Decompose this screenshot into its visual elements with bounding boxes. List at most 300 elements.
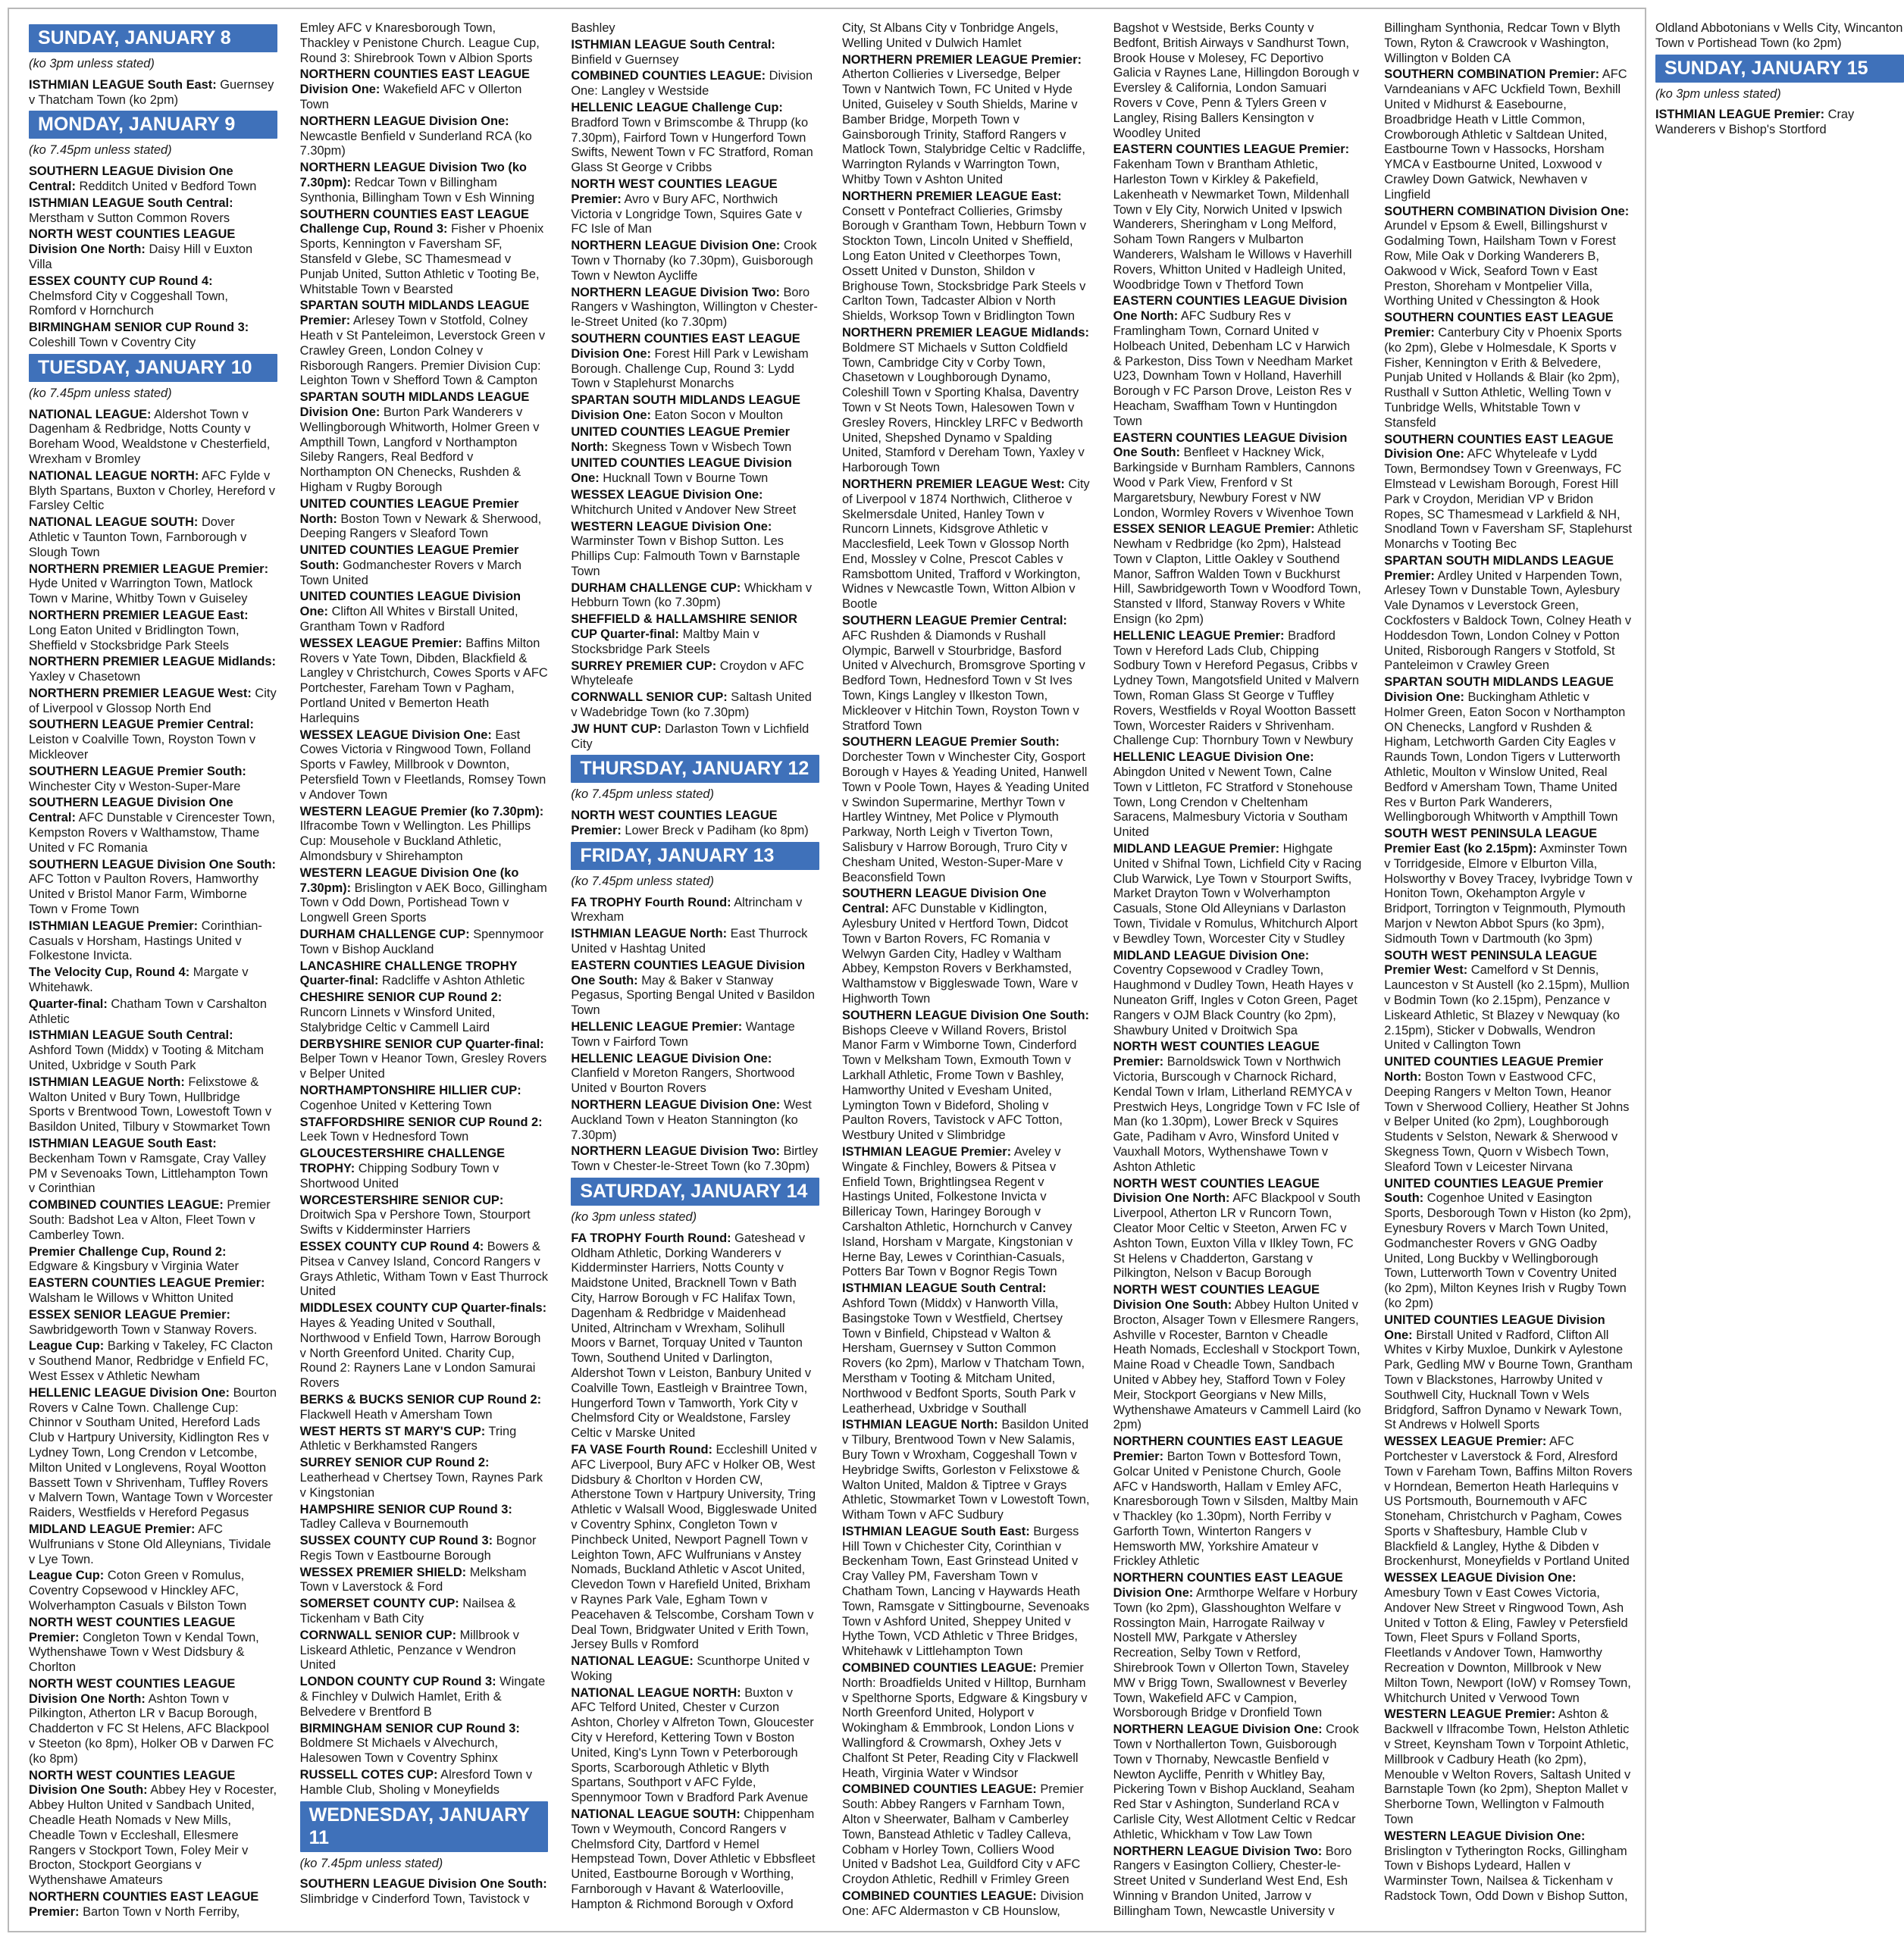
fixture-list: Hayes & Yeading United v Southall, Northwood v Enfield Town, Harrow Borough v North Greenford United. Charity Cup, Round 2: Rayners Lane v London Samurai Rovers <box>299 1316 541 1391</box>
fixture-list: Burton Park Wanderers v Wellingborough Whitworth, Holmer Green v Ampthill Town, Langford v Northampton Sileby Rangers, Real Bedford v Northampton ON Chenecks, Rushden & Higham v Rugby Borough <box>299 405 540 494</box>
fixture-list: Boro Rangers v Washington, Willington v Chester-le-Street United (ko 7.30pm) <box>571 285 818 330</box>
fixture-entry <box>842 614 1091 734</box>
fixture-entry <box>29 274 277 319</box>
fixture-entry <box>842 53 1091 188</box>
fixture-entry <box>1384 67 1633 202</box>
fixture-entry <box>571 612 819 657</box>
competition-name: NORTH WEST COUNTIES LEAGUE Premier: <box>29 1615 236 1644</box>
fixture-list: Boldmere St Michaels v Alvechurch, Halesowen Town v Coventry Sphinx <box>299 1736 499 1766</box>
fixture-list: Canterbury City v Phoenix Sports (ko 2pm), Glebe v Holmesdale, K Sports v Fisher, Kennington v Erith & Belvedere, Punjab United v Hollands & Blair (ko 2pm), Rusthall v Sutton Athletic, Welling Town v Tunbridge Wells, Whitstable Town v Stansfeld <box>1384 325 1622 430</box>
day-heading: FRIDAY, JANUARY 13 <box>571 842 819 870</box>
competition-name: SOUTHERN LEAGUE Division One South: <box>841 1008 1089 1022</box>
fixture-entry <box>571 425 819 455</box>
fixture-list: East Cowes Victoria v Ringwood Town, Folland Sports v Fawley, Millbrook v Downton, Petersfield Town v Fleetlands, Romsey Town v Andover Town <box>299 728 546 802</box>
competition-name: SOUTH WEST PENINSULA LEAGUE Premier West: <box>1384 948 1598 978</box>
competition-name: SOUTHERN COMBINATION Premier: <box>1384 67 1600 82</box>
fixture-entry <box>842 1661 1091 1781</box>
fixture-entry <box>300 497 549 542</box>
fixture-entry <box>571 488 819 518</box>
competition-name: League Cup: <box>29 1569 105 1583</box>
fixture-entry <box>300 590 549 634</box>
fixture-list: Atherton Collieries v Liversedge, Belper Town v Nantwich Town, FC United v Hyde United, Guiseley v South Shields, Marine v Bamber Bridge, Morpeth Town v Gainsborough Trinity, Stafford Rangers v Matlock Town, Stalybridge Celtic v Radcliffe, Warrington Rylands v Warrington Town, Whitby Town v Ashton United <box>841 67 1085 186</box>
fixture-list: Leiston v Coalville Town, Royston Town v Mickleover <box>29 733 256 762</box>
fixture-list: Godmanchester Rovers v March Town United <box>299 558 522 587</box>
fixture-list: AFC Wulfrunians v Stone Old Alleynians, Tividale v Lye Town. <box>29 1522 271 1566</box>
fixture-list: Division One: AFC Aldermaston v CB Hounslow, Bagshot v Westside, Berks County v Bedfont, British Airways v Sandhurst Town, Brook House v Molesey, FC Deportivo Galicia v Raynes Lane, Hillingdon Borough v Eversley & California, London Samuari Rovers v Cove, Penn & Tylers Green v Langley, Rising Ballers Kensington v Woodley United <box>841 21 1359 1918</box>
fixture-entry <box>29 78 277 108</box>
fixture-list: Clifton All Whites v Birstall United, Grantham Town v Radford <box>299 605 518 634</box>
fixture-list: Tadley Calleva v Bournemouth <box>299 1517 468 1532</box>
competition-name: UNITED COUNTIES LEAGUE Premier North: <box>299 496 519 526</box>
fixture-entry <box>300 208 549 298</box>
kickoff-note: (ko 7.45pm unless stated) <box>571 874 714 888</box>
competition-name: UNITED COUNTIES LEAGUE Premier North: <box>1384 1055 1603 1084</box>
fixture-list: Ashton & Backwell v Ilfracombe Town, Helston Athletic v Street, Keynsham Town v Torpoint Athletic, Millbrook v Cadbury Heath (ko 2pm), Menouble v Welton Rovers, Saltash United v Barnstaple Town (ko 2pm), Shepton Mallet v Sherborne Town, Wellington v Falmouth Town <box>1384 1707 1631 1827</box>
fixture-entry <box>29 1677 277 1767</box>
competition-name: NORTHERN COUNTIES EAST LEAGUE Premier: <box>29 1890 259 1919</box>
fixture-list: Yaxley v Chasetown <box>29 670 141 684</box>
fixture-list: Basildon United v Tilbury, Brentwood Town v New Salamis, Bury Town v Wroxham, Coggeshall Town v Heybridge Swifts, Gorleston v Felixstowe & Walton United, Maldon & Tiptree v Grays Athletic, Stowmarket Town v Lowestoft Town, Witham Town v AFC Sudbury <box>841 1418 1090 1522</box>
fixture-entry <box>29 655 277 685</box>
competition-name: WESSEX LEAGUE Division One: <box>299 728 492 742</box>
fixture-entry <box>842 326 1091 476</box>
competition-name: ISTHMIAN LEAGUE South Central: <box>571 37 775 52</box>
fixture-entry <box>29 1769 277 1888</box>
fixture-list: May & Baker v Stanway Pegasus, Sporting Bengal United v Basildon Town <box>571 973 815 1018</box>
competition-name: WORCESTERSHIRE SENIOR CUP: <box>299 1193 504 1207</box>
fixture-entry <box>29 227 277 272</box>
fixture-entry <box>1113 142 1362 293</box>
fixture-entry <box>300 1116 549 1146</box>
fixture-list: Abingdon United v Newent Town, Calne Town v Littleton, FC Stratford v Stonehouse Town, Long Crendon v Cheltenham Saracens, Malmesbury Victoria v Southam United <box>1113 765 1353 840</box>
competition-name: The Velocity Cup, Round 4: <box>29 965 190 980</box>
fixture-list: Bishops Cleeve v Willand Rovers, Bristol Manor Farm v Wimborne Town, Cinderford Town v Melksham Town, Exmouth Town v Larkhall Athletic, Frome Town v Bashley, Hamworthy United v Evesham United, Lymington Town v Bideford, Sholing v Paulton Rovers, Tavistock v AFC Totton, Westbury United v Slimbridge <box>841 1023 1077 1143</box>
fixture-list: Cray Wanderers v Bishop's Stortford <box>1655 108 1855 137</box>
competition-name: SOUTHERN LEAGUE Division One Central: <box>29 164 233 193</box>
competition-name: NORTH WEST COUNTIES LEAGUE Division One North: <box>29 227 236 257</box>
fixture-list: Chatham Town v Carshalton Athletic <box>29 997 267 1026</box>
competition-name: HELLENIC LEAGUE Premier: <box>1113 628 1285 643</box>
fixture-entry <box>300 928 549 958</box>
fixture-entry <box>300 161 549 205</box>
fixture-entry <box>842 1782 1091 1888</box>
fixture-entry <box>1384 827 1633 947</box>
competition-name: WESTERN LEAGUE Division One (ko 7.30pm): <box>299 865 519 895</box>
fixture-list: Coventry Copsewood v Cradley Town, Haughmond v Dudley Town, Heath Hayes v Nuneaton Griff, Ingles v Coton Green, Paget Rangers v OJM Black Country (ko 2pm), Shawbury United v Droitwich Spa <box>1113 963 1358 1037</box>
fixture-entry <box>1384 949 1633 1054</box>
fixture-entry <box>29 965 277 996</box>
fixture-list: Baffins Milton Rovers v Yate Town, Dibden, Blackfield & Langley v Christchurch, Cowes Sports v AFC Portchester, Fareham Town v Pagham, Portland United v Bemerton Heath Harlequins <box>299 636 548 725</box>
fixture-entry <box>300 1629 549 1673</box>
fixture-entry <box>571 1231 819 1441</box>
competition-name: NORTHAMPTONSHIRE HILLIER CUP: <box>299 1083 521 1097</box>
fixture-entry <box>571 1654 819 1685</box>
kickoff-note: (ko 7.45pm unless stated) <box>299 1856 443 1870</box>
fixture-entry <box>300 1534 549 1564</box>
competition-name: ISTHMIAN LEAGUE North: <box>571 927 728 941</box>
fixture-entry <box>842 735 1091 885</box>
fixture-list: Barking v Takeley, FC Clacton v Southend Manor, Redbridge v Enfield FC, West Essex v Athletic Newham <box>29 1339 273 1383</box>
competition-name: NORTHERN LEAGUE Division Two (ko 7.30pm): <box>299 161 527 189</box>
fixture-entry <box>300 637 549 727</box>
fixture-list: Boston Town v Newark & Sherwood, Deeping Rangers v Sleaford Town <box>299 512 542 541</box>
fixture-list: West Auckland Town v Heaton Stannington (ko 7.30pm) <box>571 1098 812 1142</box>
day-heading: SATURDAY, JANUARY 14 <box>571 1178 819 1206</box>
fixture-entry <box>300 1194 549 1238</box>
fixture-list: Dorchester Town v Winchester City, Gosport Borough v Hayes & Yeading United, Hanwell Town v Poole Town, Hayes & Yeading United v Swindon Supermarine, Merthyr Town v Hartley Wintney, Met Police v Plymouth Parkway, North Leigh v Tiverton Town, Salisbury v Harrow Borough, Truro City v Chesham United, Weston-Super-Mare v Beaconsfield Town <box>841 750 1089 884</box>
kickoff-note: (ko 7.45pm unless stated) <box>29 143 172 158</box>
fixture-list: Division One: Langley v Westside <box>571 69 813 99</box>
fixture-entry <box>29 562 277 607</box>
fixture-entry <box>1113 1283 1362 1433</box>
fixture-list: Binfield v Guernsey <box>571 52 679 67</box>
fixture-list: Barton Town v North Ferriby, Emley AFC v Knaresborough Town, Thackley v Penistone Church. League Cup, Round 3: Shirebrook Town v Albion Sports <box>83 21 540 1919</box>
fixture-list: Aldershot Town v Dagenham & Redbridge, Notts County v Boreham Wood, Wealdstone v Chesterfield, Wrexham v Bromley <box>29 407 271 466</box>
fixture-list: Whickham v Hebburn Town (ko 7.30pm) <box>571 580 813 610</box>
fixture-entry <box>29 1075 277 1135</box>
competition-name: ESSEX COUNTY CUP Round 4: <box>299 1239 484 1253</box>
kickoff-note: (ko 7.45pm unless stated) <box>571 787 714 802</box>
fixture-list: Nailsea & Tickenham v Bath City <box>299 1597 516 1626</box>
competition-name: NORTH WEST COUNTIES LEAGUE Division One North: <box>1113 1176 1320 1206</box>
competition-name: ISTHMIAN LEAGUE North: <box>841 1418 998 1432</box>
fixture-entry <box>571 177 819 237</box>
fixture-list: Wakefield AFC v Ollerton Town <box>299 83 522 111</box>
competition-name: UNITED COUNTIES LEAGUE Division One: <box>1384 1313 1605 1342</box>
fixture-list: Hucknall Town v Bourne Town <box>603 471 769 486</box>
competition-name: GLOUCESTERSHIRE CHALLENGE TROPHY: <box>299 1147 506 1175</box>
competition-name: SOUTHERN LEAGUE Division One Central: <box>29 796 233 825</box>
competition-name: UNITED COUNTIES LEAGUE Division One: <box>571 456 792 486</box>
fixture-list: Spennymoor Town v Bishop Auckland <box>299 928 544 956</box>
fixture-list: Aveley v Wingate & Finchley, Bowers & Pitsea v Enfield Town, Brightlingsea Regent v Hastings United, Folkestone Invicta v Billericay Town, Haringey Borough v Carshalton Athletic, Hornchurch v Canvey Island, Horsham v Margate, Kingstonian v Herne Bay, Lewes v Corinthian-Casuals, Potters Bar Town v Bognor Regis Town <box>841 1144 1073 1279</box>
fixture-entry <box>300 543 549 588</box>
fixture-list: Boston Town v Eastwood CFC, Deeping Rangers v Melton Town, Heanor Town v Sherwood Colliery, Heather St Johns v Belper United (ko 2pm), Loughborough Students v Selston, Newark & Sherwood v Skegness Town, Quorn v Wisbech Town, Sleaford Town v Leicester Nirvana <box>1384 1069 1630 1174</box>
competition-name: SPARTAN SOUTH MIDLANDS LEAGUE Division One: <box>1384 675 1614 705</box>
competition-name: ISTHMIAN LEAGUE South Central: <box>841 1281 1047 1296</box>
competition-name: FA TROPHY Fourth Round: <box>571 895 731 909</box>
fixture-list: Birstall United v Radford, Clifton All Whites v Kirby Muxloe, Dunkirk v Aylestone Park, Gedling MW v Bourne Town, Grantham Town v Blackstones, Harrowby United v Southwell City, Hucknall Town v Wels Bridgford, Saffron Dynamo v Newark Town, St Andrews v Holwell Sports <box>1384 1328 1633 1432</box>
fixture-list: Warminster Town v Bishop Sutton. Les Phillips Cup: Falmouth Town v Barnstaple Town <box>571 534 800 578</box>
competition-name: CORNWALL SENIOR CUP: <box>571 690 728 705</box>
fixture-entry <box>571 659 819 690</box>
competition-name: NORTHERN PREMIER LEAGUE East: <box>29 608 249 622</box>
fixture-entry <box>300 959 549 990</box>
competition-name: EASTERN COUNTIES LEAGUE Division One South: <box>571 958 806 987</box>
kickoff-note: (ko 7.45pm unless stated) <box>29 386 172 400</box>
fixture-entry <box>29 1198 277 1243</box>
fixture-list: Felixstowe & Walton United v Bury Town, Hullbridge Sports v Brentwood Town, Lowestoft Town v Basildon United, Tilbury v Stowmarket Town <box>29 1075 272 1134</box>
fixture-entry <box>571 456 819 487</box>
fixture-list: Radcliffe v Ashton Athletic <box>382 974 525 988</box>
fixture-entry <box>29 1137 277 1197</box>
fixture-list: Merstham v Sutton Common Rovers <box>29 211 230 225</box>
fixture-entry <box>300 1503 549 1533</box>
competition-name: SOUTHERN COUNTIES EAST LEAGUE Premier: <box>1384 311 1614 340</box>
competition-name: NORTHERN LEAGUE Division One: <box>571 239 781 253</box>
competition-name: WESTERN LEAGUE Premier (ko 7.30pm): <box>299 804 544 818</box>
competition-name: SOUTH WEST PENINSULA LEAGUE Premier East (ko 2.15pm): <box>1384 827 1598 856</box>
day-heading: TUESDAY, JANUARY 10 <box>29 354 277 382</box>
fixture-list: Altrincham v Wrexham <box>571 895 803 925</box>
fixture-list: Darlaston Town v Lichfield City <box>571 721 810 751</box>
competition-name: EASTERN COUNTIES LEAGUE Premier: <box>29 1276 265 1291</box>
fixture-entry <box>29 1276 277 1306</box>
fixture-entry <box>300 1675 549 1719</box>
competition-name: HELLENIC LEAGUE Division One: <box>1113 750 1314 765</box>
fixture-entry <box>29 1339 277 1384</box>
competition-name: NORTHERN LEAGUE Division Two: <box>571 1144 780 1159</box>
fixture-list: AFC Blackpool v South Liverpool, Atherton LR v Runcorn Town, Cleator Moor Celtic v Steeton, Arwen FC v Ashton Town, Euxton Villa v Ilkley Town, FC St Helens v Chadderton, Garstang v Pilkington, Nelson v Bacup Borough <box>1113 1191 1361 1281</box>
competition-name: ISTHMIAN LEAGUE South East: <box>841 1524 1030 1538</box>
fixture-list: Ardley United v Harpenden Town, Arlesey Town v Dunstable Town, Aylesbury Vale Dynamos v Leverstock Green, Cockfosters v Baldock Town, Colney Heath v Hoddesdon Town, London Colney v Potton United, Risborough Rangers v Stotfold, St Panteleimon v Crawley Green <box>1384 568 1632 673</box>
fixture-entry <box>571 1052 819 1097</box>
fixture-entry <box>29 515 277 560</box>
fixture-entry <box>29 1386 277 1521</box>
fixture-entry <box>300 390 549 496</box>
competition-name: HELLENIC LEAGUE Challenge Cup: <box>571 100 783 114</box>
fixture-entry <box>1113 1177 1362 1282</box>
fixture-entry <box>1113 522 1362 627</box>
fixture-list: East Thurrock United v Hashtag United <box>571 927 808 956</box>
fixture-entry <box>571 722 819 753</box>
fixture-entry <box>571 1098 819 1143</box>
fixture-entry <box>842 1418 1091 1523</box>
competition-name: SPARTAN SOUTH MIDLANDS LEAGUE Division One: <box>571 393 800 422</box>
competition-name: NORTH WEST COUNTIES LEAGUE Premier: <box>1113 1040 1320 1069</box>
kickoff-note: (ko 3pm unless stated) <box>571 1209 697 1224</box>
competition-name: LANCASHIRE CHALLENGE TROPHY Quarter-final: <box>299 959 518 988</box>
competition-name: STAFFORDSHIRE SENIOR CUP Round 2: <box>299 1115 543 1129</box>
fixture-entry <box>1384 1177 1633 1312</box>
kickoff-note: (ko 3pm unless stated) <box>1655 86 1781 101</box>
fixture-list: AFC Sudbury Res v Framlingham Town, Cornard United v Holbeach United, Debenham LC v Harwich & Parkeston, Diss Town v Needham Market U23, Downham Town v Holland, Haverhill Borough v FC Parson Drove, Leiston Res v Heacham, Swaffham Town v Huntingdon Town <box>1113 309 1353 428</box>
fixture-entry <box>571 809 819 839</box>
fixture-list: Margate v Whitehawk. <box>29 965 249 995</box>
competition-name: SPARTAN SOUTH MIDLANDS LEAGUE Premier: <box>299 299 530 328</box>
competition-name: UNITED COUNTIES LEAGUE Premier South: <box>299 543 519 572</box>
competition-name: NORTHERN LEAGUE Division Two: <box>571 285 780 299</box>
competition-name: NATIONAL LEAGUE SOUTH: <box>571 1807 741 1822</box>
competition-name: NATIONAL LEAGUE NORTH: <box>29 468 199 483</box>
fixture-entry <box>29 687 277 717</box>
competition-name: UNITED COUNTIES LEAGUE Premier North: <box>571 424 791 454</box>
fixture-entry <box>1384 1313 1633 1433</box>
fixture-list: Cogenhoe United v Easington Sports, Desborough Town v Histon (ko 2pm), Eynesbury Rovers v March Town United, Godmanchester Rovers v GNG Oadby United, Long Buckby v Wellingborough Town, Lutterworth Town v Coventry United (ko 2pm), Milton Keynes Irish v Rugby Town (ko 2pm) <box>1384 1191 1632 1310</box>
fixture-entry <box>571 69 819 99</box>
competition-name: HELLENIC LEAGUE Division One: <box>29 1385 230 1400</box>
fixture-list: Ashton Town v Pilkington, Atherton LR v Bacup Borough, Chadderton v FC St Helens, AFC Blackpool v Steeton (ko 8pm), Holker OB v Darwen FC (ko 8pm) <box>29 1691 274 1766</box>
competition-name: NATIONAL LEAGUE: <box>29 407 152 421</box>
fixture-entry <box>1113 1571 1362 1721</box>
fixture-list: Arundel v Epsom & Ewell, Billingshurst v Godalming Town, Hailsham Town v Forest Row, Mile Oak v Dorking Wanderers B, Oakwood v Wick, Seaford Town v East Preston, Shoreham v Montpelier Villa, Worthing United v Chessington & Hook <box>1384 219 1616 308</box>
competition-name: ISTHMIAN LEAGUE Premier: <box>841 1144 1012 1159</box>
fixture-list: AFC Dunstable v Cirencester Town, Kempston Rovers v Walthamstow, Thame United v FC Romania <box>29 811 275 855</box>
competition-name: SOUTHERN COUNTIES EAST LEAGUE Division One: <box>571 331 800 361</box>
fixture-list: Buckingham Athletic v Holmer Green, Eaton Socon v Northampton ON Chenecks, Langford v Rushden & Higham, Letchworth Garden City Eagles v Raunds Town, London Tigers v Lutterworth Athletic, Moulton v Winslow United, Real Bedford v Amersham Town, Thame United Res v Burton Park Wanderers, Wellingborough Whitworth v Ampthill Town <box>1384 690 1626 824</box>
fixture-list: Maltby Main v Stocksbridge Park Steels <box>571 627 759 656</box>
competition-name: MIDLAND LEAGUE Premier: <box>29 1522 196 1536</box>
fixture-list: Coleshill Town v Coventry City <box>29 335 196 349</box>
fixture-list: Alresford Town v Hamble Club, Sholing v Moneyfields <box>299 1768 533 1797</box>
fixture-entry <box>300 1566 549 1596</box>
fixture-list: Saltash United v Wadebridge Town (ko 7.30pm) <box>571 690 812 720</box>
competition-name: COMBINED COUNTIES LEAGUE: <box>841 1889 1037 1904</box>
competition-name: HAMPSHIRE SENIOR CUP Round 3: <box>299 1502 512 1516</box>
competition-name: SOUTHERN COUNTIES EAST LEAGUE Division One: <box>1384 432 1614 462</box>
competition-name: COMBINED COUNTIES LEAGUE: <box>571 69 766 83</box>
fixture-list: Bradford Town v Hereford Lads Club, Chipping Sodbury Town v Hereford Pegasus, Cribbs v Lydney Town, Mangotsfield United v Malvern Town, Roman Glass St George v Tuffley Rovers, Westfields v Royal Wootton Bassett Town, Worcester Raiders v Shrivenham. Challenge Cup: Thornbury Town v Newbury <box>1113 628 1359 748</box>
competition-name: SURREY PREMIER CUP: <box>571 659 717 673</box>
competition-name: DERBYSHIRE SENIOR CUP Quarter-final: <box>299 1037 544 1051</box>
competition-name: NORTHERN COUNTIES EAST LEAGUE Division One: <box>299 67 530 97</box>
fixture-list: Burgess Hill Town v Chichester City, Corinthian v Beckenham Town, East Grinstead United v Cray Valley PM, Faversham Town v Chatham Town, Lancing v Haywards Heath Town, Ramsgate v Sittingbourne, Sevenoaks Town v Ashford United, Sheppey United v Hythe Town, VCD Athletic v Three Bridges, Whitehawk v Littlehampton Town <box>841 1524 1090 1659</box>
fixture-list: Congleton Town v Kendal Town, Wythenshawe Town v West Didsbury & Chorlton <box>29 1630 259 1675</box>
fixture-entry <box>842 1145 1091 1280</box>
competition-name: ESSEX SENIOR LEAGUE Premier: <box>1113 522 1315 537</box>
kickoff-note: (ko 3pm unless stated) <box>29 57 155 70</box>
fixture-list: Crook Town v Thornaby (ko 7.30pm), Guisborough Town v Newton Aycliffe <box>571 239 817 283</box>
competition-name: SOUTHERN COMBINATION Division One: <box>1384 204 1630 218</box>
fixture-list: Bowers & Pitsea v Canvey Island, Concord Rangers v Grays Athletic, Witham Town v East Thurrock United <box>299 1239 548 1299</box>
fixture-entry <box>300 299 549 389</box>
fixture-list: Axminster Town v Torridgeside, Elmore v Elburton Villa, Holsworthy v Bovey Tracey, Ivybridge Town v Honiton Town, Okehampton Argyle v Bridport, Torrington v Teignmouth, Plymouth Marjon v Newton Abbot Spurs (ko 3pm), Sidmouth Town v Dartmouth (ko 3pm) <box>1384 842 1633 946</box>
fixture-entry <box>842 189 1091 324</box>
fixture-list: Arlesey Town v Stotfold, Colney Heath v St Panteleimon, Leverstock Green v Crawley Green, London Colney v Risborough Rangers. Premier Division Cup: Leighton Town v Shefford Town & Campton <box>299 314 546 388</box>
competition-name: SOUTHERN LEAGUE Division One Central: <box>841 887 1047 916</box>
competition-name: NORTHERN LEAGUE Division One: <box>571 1098 781 1112</box>
fixture-entry <box>1113 949 1362 1039</box>
fixture-entry <box>300 805 549 865</box>
competition-name: FA TROPHY Fourth Round: <box>571 1231 731 1245</box>
fixture-entry <box>300 1722 549 1766</box>
fixture-list: Corinthian-Casuals v Horsham, Hastings United v Folkestone Invicta. <box>29 918 262 963</box>
fixture-entry <box>29 164 277 195</box>
fixture-entry <box>571 1020 819 1050</box>
fixture-entry <box>571 896 819 926</box>
fixture-entry <box>1384 1571 1633 1706</box>
fixture-entry <box>842 887 1091 1006</box>
fixture-list: Runcorn Linnets v Winsford United, Stalybridge Celtic v Cammell Laird <box>299 1006 496 1034</box>
fixture-entry <box>1384 205 1633 310</box>
competition-name: ISTHMIAN LEAGUE South East: <box>29 1137 217 1150</box>
fixture-list: Millbrook v Liskeard Athletic, Penzance v Wendron United <box>299 1628 519 1672</box>
competition-name: SOUTHERN LEAGUE Premier Central: <box>29 718 254 732</box>
fixture-entry <box>300 1597 549 1627</box>
competition-name: COMBINED COUNTIES LEAGUE: <box>841 1661 1037 1676</box>
competition-name: ISTHMIAN LEAGUE Premier: <box>29 918 199 933</box>
fixture-list: Benfleet v Hackney Wick, Barkingside v Burnham Ramblers, Cannons Wood v Park View, Frenford v St Margaretsbury, Newbury Forest v NW London, Wormley Rovers v Wivenhoe Town <box>1113 446 1355 520</box>
fixture-list: Wantage Town v Fairford Town <box>571 1020 795 1049</box>
fixture-entry <box>29 765 277 795</box>
fixture-list: AFC Portchester v Laverstock & Ford, Alresford Town v Fareham Town, Baffins Milton Rovers v Horndean, Bemerton Heath Harlequins v US Portsmouth, Bournemouth v AFC Stoneham, Christchurch v Pagham, Cowes Sports v Shaftesbury, Hamble Club v Blackfield & Langley, Hythe & Dibden v Brockenhurst, Moneyfields v Portland United <box>1384 1435 1633 1569</box>
fixture-entry <box>571 393 819 424</box>
competition-name: NORTH WEST COUNTIES LEAGUE Premier: <box>571 177 778 206</box>
fixture-entry <box>29 718 277 762</box>
fixture-entry <box>571 520 819 580</box>
competition-name: DURHAM CHALLENGE CUP: <box>299 928 470 942</box>
fixture-entry <box>1113 294 1362 429</box>
competition-name: NORTH WEST COUNTIES LEAGUE Division One South: <box>1113 1283 1320 1312</box>
fixture-entry <box>29 858 277 918</box>
fixture-entry <box>300 990 549 1035</box>
competition-name: WESSEX LEAGUE Premier: <box>1384 1435 1547 1449</box>
fixture-entry <box>571 927 819 957</box>
fixture-list: Daisy Hill v Euxton Villa <box>29 242 253 271</box>
fixture-entry <box>571 239 819 283</box>
fixture-list: Bognor Regis Town v Eastbourne Borough <box>299 1534 537 1563</box>
fixture-entry <box>1113 629 1362 749</box>
fixture-entry <box>29 408 277 468</box>
competition-name: WESSEX LEAGUE Division One: <box>571 487 763 502</box>
competition-name: SOUTHERN LEAGUE Division One South: <box>299 1877 547 1892</box>
fixture-entry <box>1384 433 1633 552</box>
competition-name: NORTHERN COUNTIES EAST LEAGUE Division One: <box>1113 1571 1343 1600</box>
fixture-entry <box>1384 311 1633 430</box>
fixture-entry <box>300 1768 549 1798</box>
fixture-entry <box>1384 1707 1633 1827</box>
fixture-list: Ilfracombe Town v Wellington. Les Phillips Cup: Mousehole v Buckland Athletic, Almondsbury v Shirehampton <box>299 819 531 864</box>
fixture-entry <box>300 728 549 803</box>
competition-name: CHESHIRE SENIOR CUP Round 2: <box>299 990 503 1005</box>
fixture-entry <box>29 796 277 856</box>
competition-name: WESTERN LEAGUE Division One: <box>571 519 772 534</box>
fixture-entry <box>571 959 819 1018</box>
fixture-entry <box>1655 108 1904 138</box>
fixture-list: Leek Town v Hednesford Town <box>299 1130 469 1144</box>
fixture-entry <box>300 1301 549 1391</box>
fixture-list: Abbey Hulton United v Brocton, Alsager Town v Ellesmere Rangers, Ashville v Rocester, Barnton v Cheadle Heath Nomads, Eccleshall v Stockport Town, Maine Road v Cheadle Town, Sandbach United v Abbey hey, Stafford Town v Foley Meir, Stockport Georgians v New Mills, Wythenshawe Amateurs v Cammell Laird (ko 2pm) <box>1113 1297 1361 1432</box>
fixture-entry <box>29 321 277 351</box>
fixture-list: Winchester City v Weston-Super-Mare <box>29 779 241 793</box>
fixture-list: Clanfield v Moreton Rangers, Shortwood United v Bourton Rovers <box>571 1066 795 1096</box>
fixture-list: Camelford v St Dennis, Launceston v St Austell (ko 2.15pm), Mullion v Bodmin Town (ko 2.15pm), Penzance v Liskeard Athletic, St Blazey v Newquay (ko 2.15pm), Sticker v Dobwalls, Wendron United v Callington Town <box>1384 963 1630 1053</box>
competition-name: SOUTHERN LEAGUE Division One South: <box>29 857 277 871</box>
fixture-list: Tring Athletic v Berkhamsted Rangers <box>299 1424 517 1453</box>
competition-name: ESSEX SENIOR LEAGUE Premier: <box>29 1307 230 1322</box>
fixture-entry <box>1113 1723 1362 1842</box>
competition-name: NATIONAL LEAGUE NORTH: <box>571 1685 741 1700</box>
competition-name: EASTERN COUNTIES LEAGUE Premier: <box>1113 142 1350 157</box>
fixture-list: Barton Town v Bottesford Town, Golcar United v Penistone Church, Goole AFC v Handsworth, Hallam v Emley AFC, Knaresborough Town v Silsden, Maltby Main v Thackley (ko 1.30pm), North Ferriby v Garforth Town, Winterton Rangers v Hemsworth MW, Yorkshire Amateur v Frickley Athletic <box>1113 1449 1358 1569</box>
fixture-entry <box>29 919 277 964</box>
competition-name: BIRMINGHAM SENIOR CUP Round 3: <box>299 1721 520 1735</box>
fixture-entry <box>571 690 819 721</box>
fixture-list: City of Liverpool v 1874 Northwich, Clitheroe v Skelmersdale United, Hanley Town v Runcorn Linnets, Kidsgrove Athletic v Macclesfield, Leek Town v Glossop North End, Mossley v Colne, Prescot Cables v Ramsbottom United, Trafford v Workington, Widnes v Newcastle Town, Witton Albion v Bootle <box>841 477 1090 612</box>
fixture-list: Eccleshill United v AFC Liverpool, Bury AFC v Holker OB, West Didsbury & Chorlton v Horden CW, Atherstone Town v Hartpury University, Tring Athletic v Walsall Wood, Biggleswade United v Coventry Sphinx, Congleton Town v Pinchbeck United, Newport Pagnell Town v Leighton Town, AFC Wulfrunians v Anstey Nomads, Buckland Athletic v Ascot United, Clevedon Town v Harefield United, Brixham v Raynes Park Vale, Egham Town v Peacehaven & Telscombe, Corsham Town v Deal Town, Bridgwater United v Erith Town, Jersey Bulls v Romford <box>571 1442 817 1652</box>
fixture-list: Dover Athletic v Taunton Town, Farnborough v Slough Town <box>29 515 247 559</box>
fixture-entry <box>29 1028 277 1073</box>
competition-name: ISTHMIAN LEAGUE South Central: <box>29 196 233 210</box>
fixture-entry <box>571 1443 819 1653</box>
fixture-list: Slimbridge v Cinderford Town, Tavistock v Bashley <box>299 21 615 1907</box>
competition-name: HELLENIC LEAGUE Premier: <box>571 1020 743 1034</box>
fixture-entry <box>1384 554 1633 674</box>
fixture-list: Redcar Town v Billingham Synthonia, Billingham Town v Esh Winning <box>299 175 535 205</box>
competition-name: ESSEX COUNTY CUP Round 4: <box>29 274 213 288</box>
fixture-entry <box>1384 1435 1633 1569</box>
competition-name: EASTERN COUNTIES LEAGUE Division One South: <box>1113 430 1348 460</box>
competition-name: SPARTAN SOUTH MIDLANDS LEAGUE Division One: <box>299 390 530 419</box>
competition-name: NORTHERN PREMIER LEAGUE West: <box>29 686 252 700</box>
fixture-entry <box>571 1686 819 1806</box>
competition-name: SOMERSET COUNTY CUP: <box>299 1597 459 1611</box>
competition-name: NORTHERN PREMIER LEAGUE Premier: <box>841 52 1082 67</box>
fixture-entry <box>1113 1040 1362 1175</box>
fixture-list: Redditch United v Bedford Town <box>79 179 257 193</box>
fixture-entry <box>571 38 819 68</box>
competition-name: League Cup: <box>29 1339 105 1353</box>
